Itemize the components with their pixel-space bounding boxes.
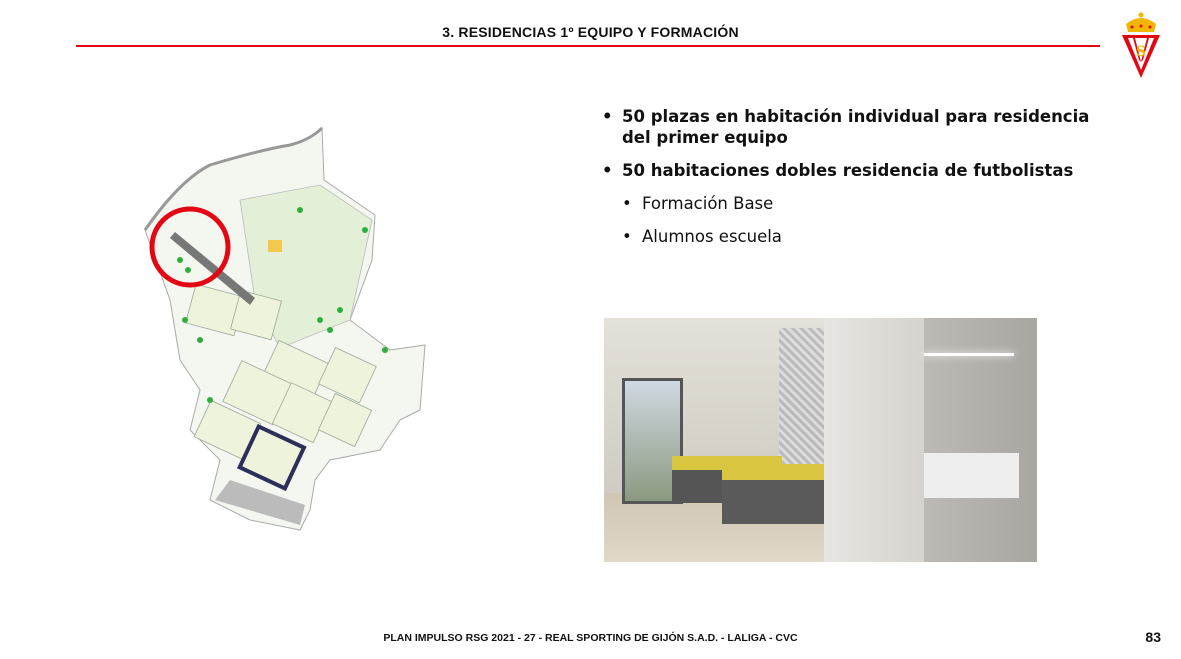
header-divider xyxy=(76,45,1100,47)
bullet-item: • 50 plazas en habitación individual para residencia del primer equipo xyxy=(602,106,1122,148)
bullet-list xyxy=(602,106,1122,259)
footer-text: PLAN IMPULSO RSG 2021 - 27 - REAL SPORTING DE GIJÓN S.A.D. - LALIGA - CVC xyxy=(383,632,798,644)
residence-room-photo xyxy=(604,318,1037,562)
page-number: 83 xyxy=(1145,629,1161,645)
crest-icon xyxy=(1118,10,1164,80)
sub-bullet-item: • Alumnos escuela xyxy=(622,226,1122,247)
page-title: 3. RESIDENCIAS 1º EQUIPO Y FORMACIÓN xyxy=(442,24,739,40)
bullet-item: • 50 habitaciones dobles residencia de futbolistas xyxy=(602,160,1122,181)
site-plan-map xyxy=(140,120,440,540)
svg-text:S: S xyxy=(1135,44,1147,60)
sub-bullet-item: • Formación Base xyxy=(622,193,1122,214)
